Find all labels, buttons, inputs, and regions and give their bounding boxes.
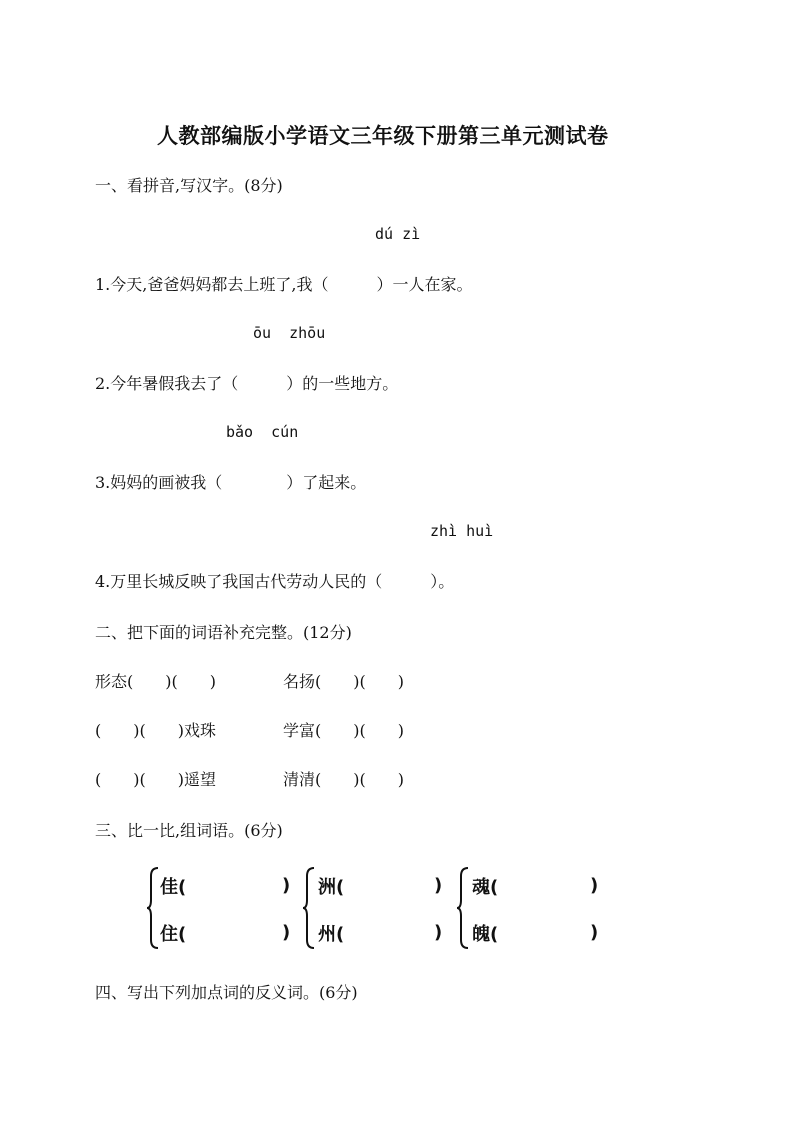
section4-heading: 四、写出下列加点词的反义词。(6分) xyxy=(95,983,358,1002)
question-3: 3.妈妈的画被我（ ）了起来。 xyxy=(95,473,367,492)
close-paren-2-bottom: ) xyxy=(434,922,443,943)
close-paren-3-top: ) xyxy=(590,875,599,896)
question-4: 4.万里长城反映了我国古代劳动人民的（ ）。 xyxy=(95,572,455,591)
idiom-row-1-b: 名扬( )( ) xyxy=(283,672,404,691)
close-paren-1-top: ) xyxy=(282,875,291,896)
pinyin-2: ōu zhōu xyxy=(253,324,326,342)
close-paren-1-bottom: ) xyxy=(282,922,291,943)
idiom-row-3-b: 清清( )( ) xyxy=(283,770,404,789)
pinyin-4: zhì huì xyxy=(430,522,494,540)
compare-char-3-top: 魂( xyxy=(472,877,499,898)
close-paren-3-bottom: ) xyxy=(590,922,599,943)
compare-char-1-top: 佳( xyxy=(160,877,187,898)
compare-char-2-top: 洲( xyxy=(318,877,345,898)
compare-char-3-bottom: 魄( xyxy=(472,924,499,945)
compare-char-2-bottom: 州( xyxy=(318,924,345,945)
idiom-row-2-a: ( )( )戏珠 xyxy=(95,721,216,740)
question-1: 1.今天,爸爸妈妈都去上班了,我（ ）一人在家。 xyxy=(95,275,473,294)
brace-icon xyxy=(302,866,316,950)
question-2: 2.今年暑假我去了（ ）的一些地方。 xyxy=(95,374,399,393)
pinyin-3: bǎo cún xyxy=(226,423,299,441)
pinyin-1: dú zì xyxy=(375,225,421,243)
page-title: 人教部编版小学语文三年级下册第三单元测试卷 xyxy=(157,123,609,148)
idiom-row-3-a: ( )( )遥望 xyxy=(95,770,216,789)
compare-char-1-bottom: 住( xyxy=(160,924,187,945)
close-paren-2-top: ) xyxy=(434,875,443,896)
section2-heading: 二、把下面的词语补充完整。(12分) xyxy=(95,623,352,642)
brace-icon xyxy=(146,866,160,950)
idiom-row-2-b: 学富( )( ) xyxy=(283,721,404,740)
idiom-row-1-a: 形态( )( ) xyxy=(95,672,216,691)
section3-heading: 三、比一比,组词语。(6分) xyxy=(95,821,283,840)
brace-icon xyxy=(456,866,470,950)
section1-heading: 一、看拼音,写汉字。(8分) xyxy=(95,176,283,195)
